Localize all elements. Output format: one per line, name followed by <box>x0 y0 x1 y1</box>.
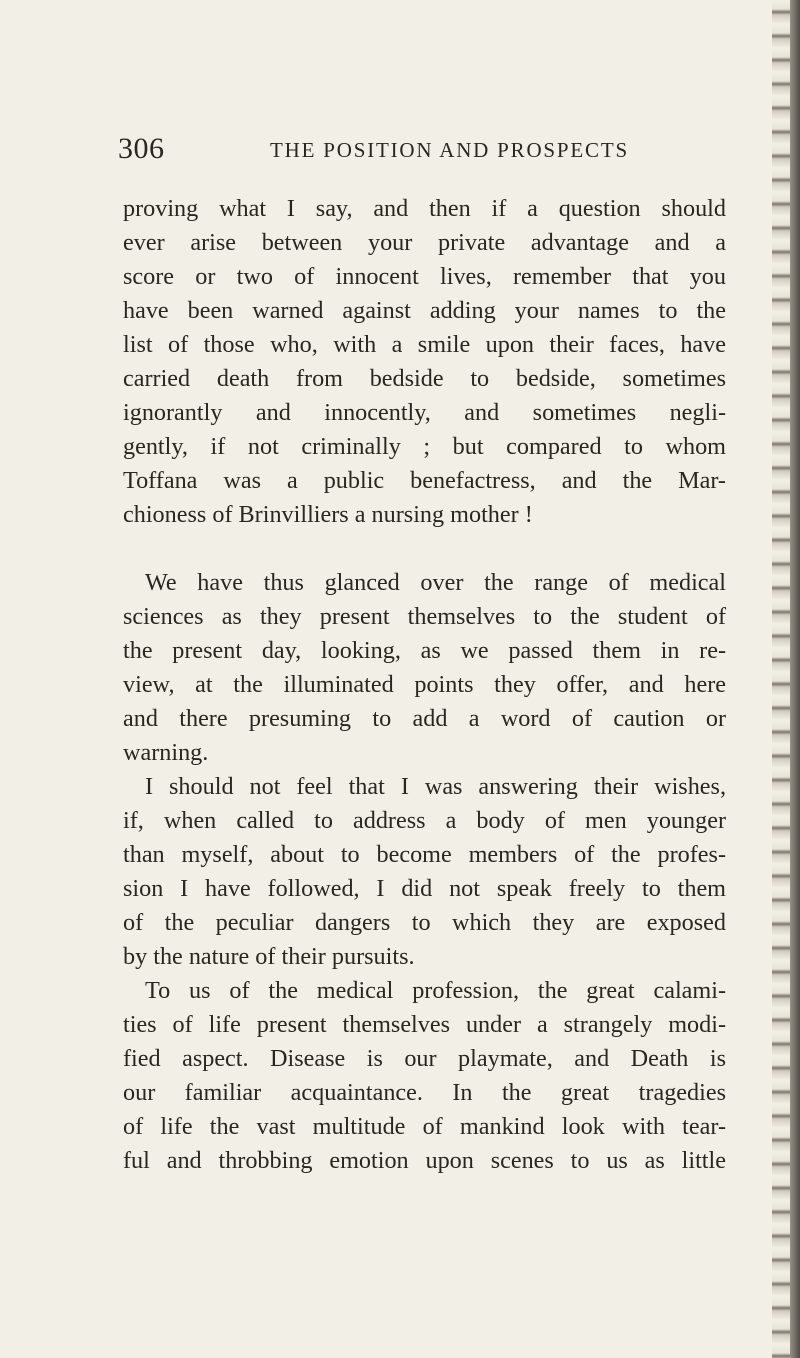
text-line: have been warned against adding your names to the <box>123 297 726 324</box>
text-line: than myself, about to become members of the profes- <box>123 841 726 868</box>
text-line: by the nature of their pursuits. <box>123 943 415 970</box>
text-line: We have thus glanced over the range of medical <box>145 569 726 596</box>
text-line: ignorantly and innocently, and sometimes negli- <box>123 399 726 426</box>
text-line: ful and throbbing emotion upon scenes to us as little <box>123 1147 726 1174</box>
page-header <box>118 132 723 172</box>
text-line: view, at the illuminated points they offer, and here <box>123 671 726 698</box>
text-line: ever arise between your private advantage and a <box>123 229 726 256</box>
text-line: carried death from bedside to bedside, sometimes <box>123 365 726 392</box>
paragraph-2 <box>123 566 726 770</box>
running-head: THE POSITION AND PROSPECTS <box>270 138 629 162</box>
text-line: warning. <box>123 739 209 766</box>
paragraph-3 <box>123 770 726 974</box>
text-line: gently, if not criminally ; but compared to whom <box>123 433 726 460</box>
text-line: ties of life present themselves under a strangely modi- <box>123 1011 726 1038</box>
text-line: score or two of innocent lives, remember that you <box>123 263 726 290</box>
text-line: our familiar acquaintance. In the great tragedies <box>123 1079 726 1106</box>
text-line: sciences as they present themselves to the student of <box>123 603 726 630</box>
text-line: chioness of Brinvilliers a nursing mother ! <box>123 501 533 528</box>
text-line: I should not feel that I was answering their wishes, <box>145 773 726 800</box>
book-page-edge <box>772 0 800 1358</box>
text-line: Toffana was a public benefactress, and the Mar- <box>123 467 726 494</box>
text-line: and there presuming to add a word of caution or <box>123 705 726 732</box>
text-line: proving what I say, and then if a question should <box>123 195 726 222</box>
text-line: fied aspect. Disease is our playmate, and Death is <box>123 1045 726 1072</box>
text-line: if, when called to address a body of men younger <box>123 807 726 834</box>
text-line: of life the vast multitude of mankind look with tear- <box>123 1113 726 1140</box>
text-line: sion I have followed, I did not speak freely to them <box>123 875 726 902</box>
text-line: the present day, looking, as we passed them in re- <box>123 637 726 664</box>
text-line: of the peculiar dangers to which they are exposed <box>123 909 726 936</box>
paragraph-1 <box>123 192 726 532</box>
page-number: 306 <box>118 132 165 165</box>
text-line: list of those who, with a smile upon their faces, have <box>123 331 726 358</box>
text-line: To us of the medical profession, the great calami- <box>145 977 726 1004</box>
paragraph-4 <box>123 974 726 1178</box>
